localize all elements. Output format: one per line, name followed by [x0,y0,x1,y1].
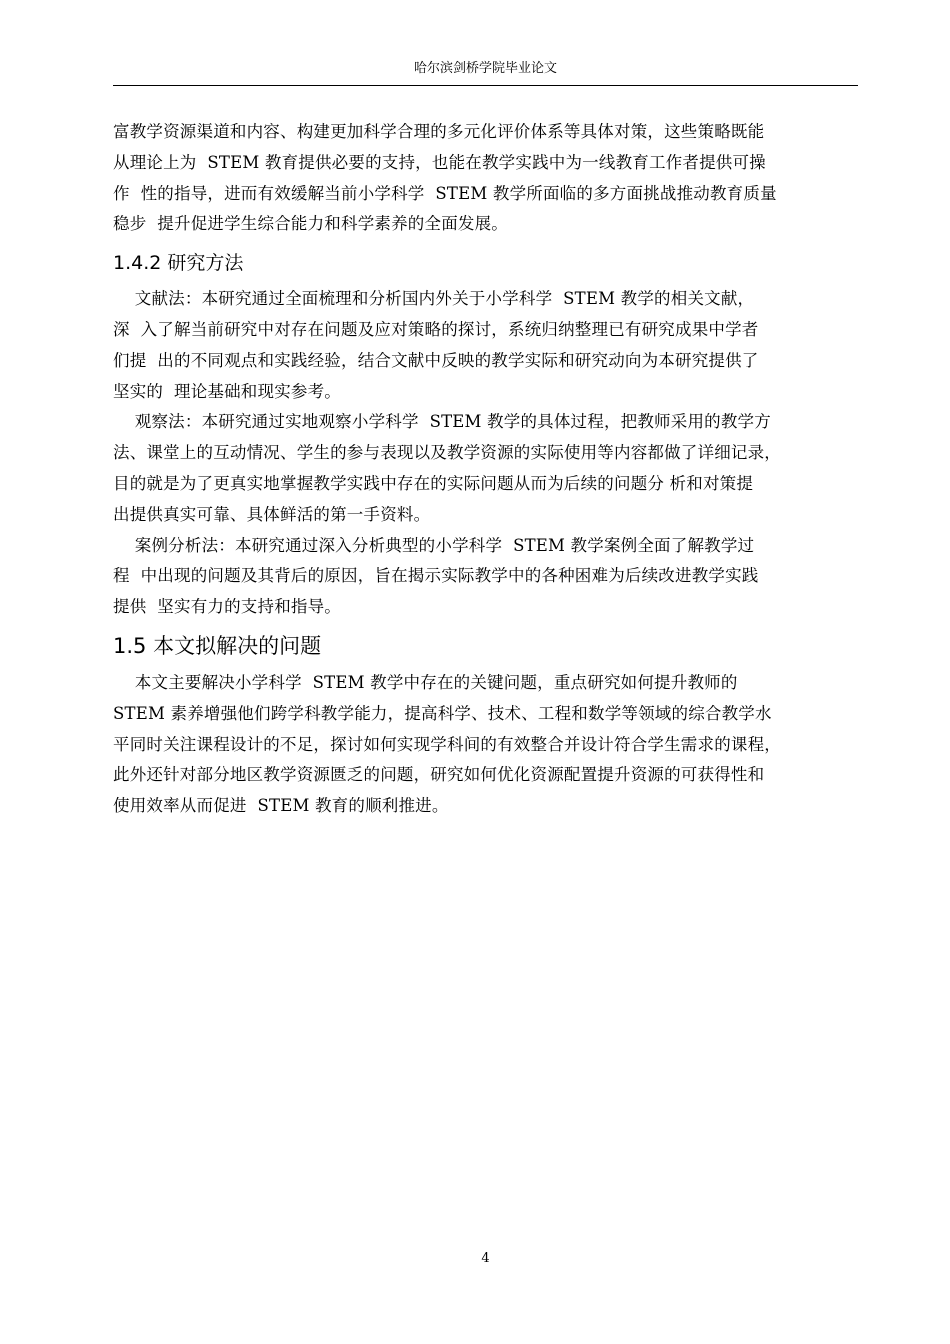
page-body [113,117,865,822]
text-line: 程 中出现的问题及其背后的原因，旨在揭示实际教学中的各种困难为后续改进教学实践 [113,566,759,586]
text-line: 们提 出的不同观点和实践经验，结合文献中反映的教学实际和研究动向为本研究提供了 [113,350,759,370]
text-line: 平同时关注课程设计的不足，探讨如何实现学科间的有效整合并设计符合学生需求的课程， [113,734,781,754]
text-line: 从理论上为 STEM 教育提供必要的支持，也能在教学实践中为一线教育工作者提供可操 [113,152,766,172]
text-line: 观察法：本研究通过实地观察小学科学 STEM 教学的具体过程，把教师采用的教学方 [113,412,771,432]
paragraph-literature-method [113,284,865,407]
text-line: 本文主要解决小学科学 STEM 教学中存在的关键问题，重点研究如何提升教师的 [113,672,738,692]
page-number: 4 [481,1251,490,1266]
text-line: 法、课堂上的互动情况、学生的参与表现以及教学资源的实际使用等内容都做了详细记录， [113,443,781,463]
text-line: 案例分析法：本研究通过深入分析典型的小学科学 STEM 教学案例全面了解教学过 [113,535,755,555]
text-line: 提供 坚实有力的支持和指导。 [113,597,341,617]
paragraph-observation-method [113,407,865,530]
paragraph-case-analysis-method [113,531,865,623]
text-line: 出提供真实可靠、具体鲜活的第一手资料。 [113,504,431,524]
text-line: STEM 素养增强他们跨学科教学能力，提高科学、技术、工程和数学等领域的综合教学水 [113,703,772,723]
text-line: 稳步 提升促进学生综合能力和科学素养的全面发展。 [113,214,508,234]
header-rule [113,85,858,86]
text-line: 作 性的指导，进而有效缓解当前小学科学 STEM 教学所面临的多方面挑战推动教育质量 [113,183,777,203]
heading-problems-to-solve: 1.5 本文拟解决的问题 [113,633,322,658]
paragraph-problems-to-solve [113,668,865,822]
text-line: 使用效率从而促进 STEM 教育的顺利推进。 [113,796,449,816]
text-line: 富教学资源渠道和内容、构建更加科学合理的多元化评价体系等具体对策，这些策略既能 [113,122,765,141]
text-line: 文献法：本研究通过全面梳理和分析国内外关于小学科学 STEM 教学的相关文献， [113,289,755,309]
text-line: 此外还针对部分地区教学资源匮乏的问题，研究如何优化资源配置提升资源的可获得性和 [113,765,765,785]
continuation-paragraph [113,117,865,240]
text-line: 目的就是为了更真实地掌握教学实践中存在的实际问题从而为后续的问题分 析和对策提 [113,473,754,493]
text-line: 坚实的 理论基础和现实参考。 [113,381,341,401]
heading-research-methods: 1.4.2 研究方法 [113,252,244,275]
page-header: 哈尔滨剑桥学院毕业论文 [413,61,557,76]
text-line: 深 入了解当前研究中对存在问题及应对策略的探讨，系统归纳整理已有研究成果中学者 [113,319,759,339]
